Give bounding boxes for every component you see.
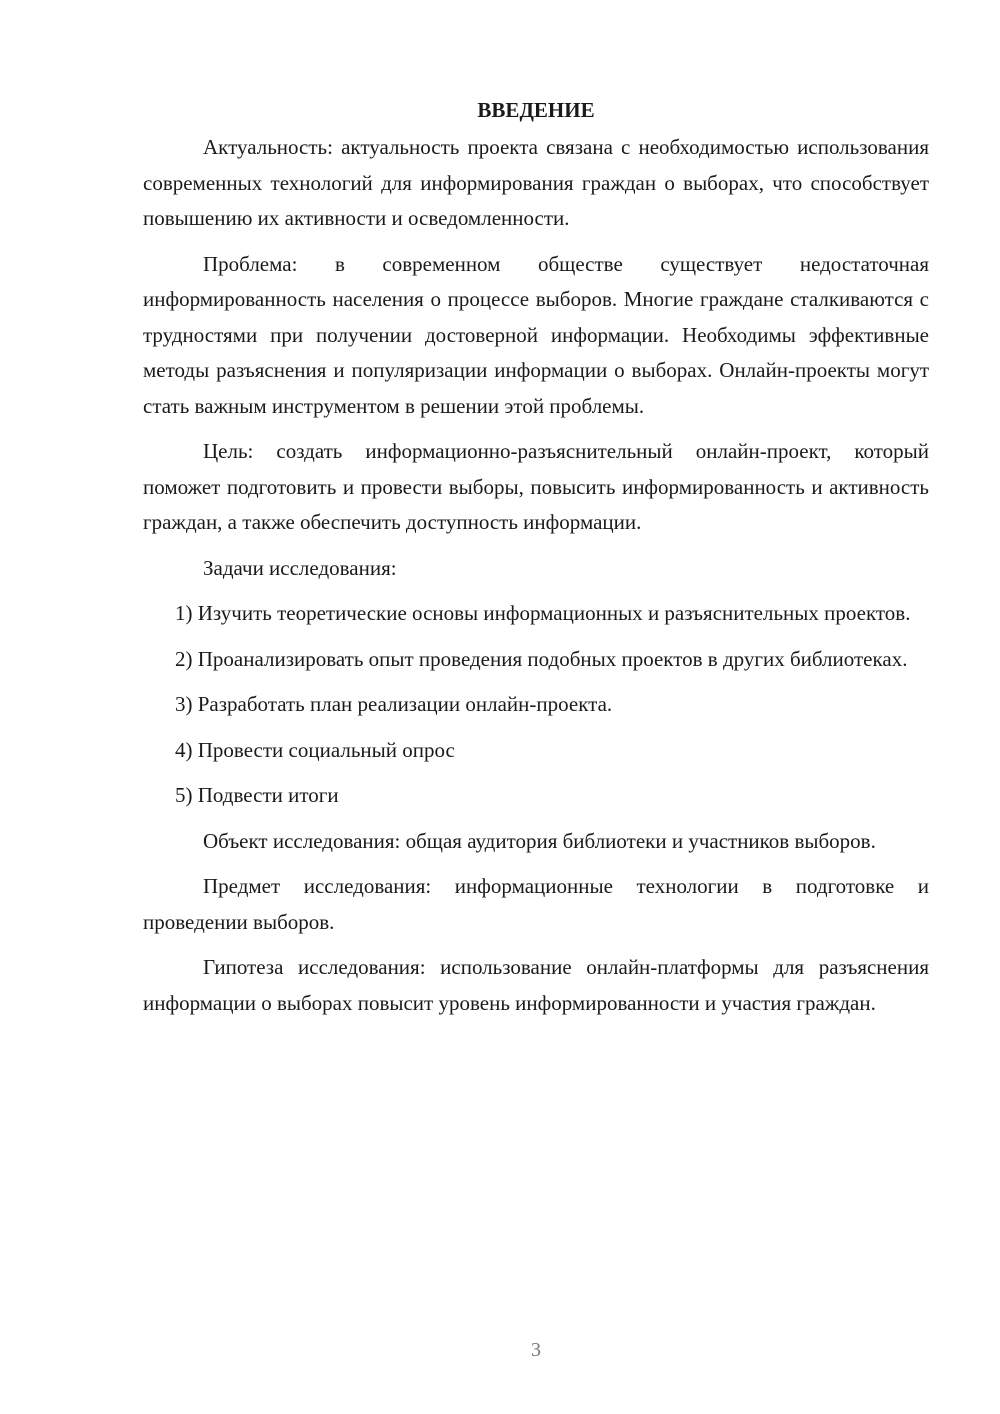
paragraph-hypothesis: Гипотеза исследования: использование онлайн-платформы для разъяснения информации о выборах повысит уровень информированности и участия граждан. <box>143 955 929 1015</box>
task-item-4: 4) Провести социальный опрос <box>175 737 455 762</box>
paragraph-goal: Цель: создать информационно-разъяснительный онлайн-проект, который поможет подготовить и провести выборы, повысить информированность и активность граждан, а также обеспечить доступность информации. <box>143 439 929 534</box>
paragraph-relevance: Актуальность: актуальность проекта связана с необходимостью использования современных технологий для информирования граждан о выборах, что способствует повышению их активности и осведомленности. <box>143 135 929 230</box>
task-item-3: 3) Разработать план реализации онлайн-проекта. <box>175 692 613 716</box>
task-item-2: 2) Проанализировать опыт проведения подобных проектов в других библиотеках. <box>175 646 908 671</box>
page-title: ВВЕДЕНИЕ <box>477 98 595 122</box>
paragraph-object: Объект исследования: общая аудитория библиотеки и участников выборов. <box>203 828 876 853</box>
page-content <box>143 92 929 1031</box>
paragraph-subject: Предмет исследования: информационные технологии в подготовке и проведении выборов. <box>143 874 929 934</box>
tasks-heading: Задачи исследования: <box>203 555 397 580</box>
paragraph-problem: Проблема: в современном обществе существует недостаточная информированность населения о процессе выборов. Многие граждане сталкиваются с трудностями при получении достоверной информации. Необходимы эффективные методы разъяснения и популяризации информации о выборах. Онлайн-проекты могут стать важным инструментом в решении этой проблемы. <box>143 251 929 418</box>
page-number: 3 <box>531 1339 541 1361</box>
task-item-5: 5) Подвести итоги <box>175 783 339 807</box>
task-item-1: 1) Изучить теоретические основы информационных и разъяснительных проектов. <box>175 601 911 625</box>
